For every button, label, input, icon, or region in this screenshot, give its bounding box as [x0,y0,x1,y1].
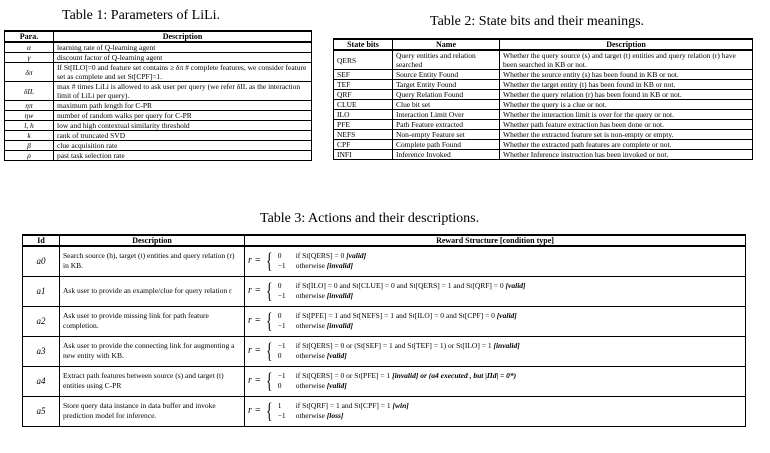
table1-header-desc: Description [54,31,312,42]
reward-cell [245,396,746,426]
param-desc: learning rate of Q-learning agent [54,42,312,53]
reward-value: 1 [277,401,282,410]
param-symbol: γ [5,53,54,63]
left-brace-icon: { [266,368,273,393]
state-bit: PFE [334,120,393,130]
table-row [23,396,746,426]
left-brace-icon: { [266,308,273,333]
left-brace-icon: { [266,248,273,274]
state-bit: CLUE [334,100,393,110]
condition-type: [valid] [496,311,517,320]
reward-value: −1 [277,261,286,271]
action-id: a2 [23,306,60,336]
table-row [5,53,312,63]
action-id: a0 [23,246,60,276]
param-desc: clue acquisition rate [54,141,312,151]
condition-type: [valid] [326,381,347,390]
state-name: Clue bit set [393,100,500,110]
table-row [334,140,753,150]
table3-header-reward: Reward Structure [condition type] [245,235,746,246]
param-symbol: β [5,141,54,151]
param-desc: max # times LiLi is allowed to ask user per query (we refer δIL as the interaction limit of LiLi per query). [54,82,312,101]
param-desc: low and high contextual similarity threshold [54,121,312,131]
table-row [5,141,312,151]
condition-type: [valid] [346,251,367,261]
param-symbol: l, h [5,121,54,131]
reward-condition: otherwise [295,351,325,360]
reward-label: r = [248,315,262,326]
table-row [334,120,753,130]
reward-value: 0 [277,311,282,320]
param-symbol: ηw [5,111,54,121]
param-desc: rank of truncated SVD [54,131,312,141]
table-row [334,50,753,70]
reward-cell [245,246,746,276]
table3 [22,234,746,427]
table3-header [23,235,746,246]
state-name: Interaction Limit Over [393,110,500,120]
reward-label: r = [248,345,262,356]
table-row [5,82,312,101]
reward-value: −1 [277,341,286,350]
state-desc: Whether the query is a clue or not. [500,100,753,110]
state-bit: CPF [334,140,393,150]
condition-type: [valid] [326,351,347,360]
action-desc: Search source (h), target (t) entities and query relation (r) in KB. [60,246,245,276]
table-row [23,366,746,396]
table1-caption: Table 1: Parameters of LiLi. [62,8,221,23]
reward-value: 0 [277,381,282,390]
state-bit: QRF [334,90,393,100]
condition-type: [loss] [326,411,344,420]
param-symbol: α [5,42,54,53]
state-desc: Whether the extracted feature set is non-empty or empty. [500,130,753,140]
reward-cell [245,336,746,366]
condition-type: [invalid] [493,341,520,350]
reward-label: r = [248,285,262,296]
table-row [5,111,312,121]
table3-header-desc: Description [60,235,245,246]
table2-header-desc: Description [500,39,753,50]
action-id: a5 [23,396,60,426]
condition-type: [win] [392,401,409,410]
reward-condition: otherwise [295,261,325,271]
state-desc: Whether Inference instruction has been invoked or not. [500,150,753,160]
table3-caption: Table 3: Actions and their descriptions. [260,211,480,226]
table1-header-param: Para. [5,31,54,42]
action-desc: Ask user to provide the connecting link for augmenting a new entity with KB. [60,336,245,366]
reward-label: r = [248,375,262,386]
state-name: Target Entity Found [393,80,500,90]
action-desc: Extract path features between source (s) and target (t) entities using C-PR [60,366,245,396]
condition-type: [invalid] [326,291,353,300]
table2 [333,38,753,160]
table-row [334,100,753,110]
action-id: a1 [23,276,60,306]
state-name: Query entities and relation searched [393,50,500,70]
action-desc: Ask user to provide missing link for path feature completion. [60,306,245,336]
table-row [334,90,753,100]
condition-type: [invalid] [326,261,353,271]
state-name: Complete path Found [393,140,500,150]
table2-caption: Table 2: State bits and their meanings. [430,14,645,29]
state-bit: NEFS [334,130,393,140]
reward-value: −1 [277,291,286,300]
action-desc: Ask user to provide an example/clue for query relation r [60,276,245,306]
reward-condition: if St[QERS] = 0 or (St[SEF] = 1 and St[TEF] = 1) or St[ILO] = 1 [295,341,492,350]
state-bit: TEF [334,80,393,90]
state-name: Source Entity Found [393,70,500,80]
left-brace-icon: { [266,338,273,363]
table-row [5,151,312,161]
param-symbol: k [5,131,54,141]
table3-header-id: Id [23,235,60,246]
reward-value: −1 [277,411,286,420]
condition-type: [valid] [505,281,526,290]
reward-condition: if St[ILO] = 0 and St[CLUE] = 0 and St[QERS] = 1 and St[QRF] = 0 [295,281,504,290]
reward-value: −1 [277,371,286,380]
action-desc: Store query data instance in data buffer and invoke prediction model for inference. [60,396,245,426]
reward-value: 0 [277,351,282,360]
param-symbol: ρ [5,151,54,161]
param-desc: maximum path length for C-PR [54,101,312,111]
condition-type: [invalid] [326,321,353,330]
param-desc: If St[ILO]=0 and feature set contains ≥ δπ # complete features, we consider feature set as complete and set St[CPF]=1. [54,63,312,82]
state-desc: Whether the interaction limit is over for the query or not. [500,110,753,120]
state-desc: Whether the extracted path features are complete or not. [500,140,753,150]
reward-value: 0 [277,281,282,290]
state-desc: Whether the target entity (t) has been found in KB or not. [500,80,753,90]
reward-condition: if St[QERS] = 0 or St[PFE] = 1 [295,371,391,380]
param-desc: number of random walks per query for C-PR [54,111,312,121]
table-row [23,336,746,366]
reward-value: 0 [277,251,282,261]
reward-condition: otherwise [295,381,325,390]
state-bit: QERS [334,50,393,70]
param-symbol: ηπ [5,101,54,111]
param-desc: discount factor of Q-learning agent [54,53,312,63]
left-brace-icon: { [266,398,273,423]
state-name: Inference Invoked [393,150,500,160]
table-row [334,150,753,160]
table-row [334,130,753,140]
table-row [23,276,746,306]
table1-header [5,31,312,42]
condition-type: [invalid] or (a4 executed , but |Πd| = 0*) [392,371,517,380]
state-desc: Whether path feature extraction has been done or not. [500,120,753,130]
table-row [5,42,312,53]
reward-condition: otherwise [295,291,325,300]
table-row [5,121,312,131]
reward-condition: if St[PFE] = 1 and St[NEFS] = 1 and St[ILO] = 0 and St[CPF] = 0 [295,311,495,320]
reward-cell [245,276,746,306]
reward-label: r = [248,405,262,416]
reward-condition: otherwise [295,321,325,330]
param-symbol: δπ [5,63,54,82]
table-row [334,110,753,120]
param-symbol: δIL [5,82,54,101]
table-row [23,306,746,336]
reward-value: −1 [277,321,286,330]
table-row [23,246,746,276]
state-bit: INFI [334,150,393,160]
state-bit: ILO [334,110,393,120]
reward-cell [245,306,746,336]
reward-condition: otherwise [295,411,325,420]
state-name: Query Relation Found [393,90,500,100]
table-row [334,70,753,80]
table1 [4,30,312,161]
state-name: Path Feature extracted [393,120,500,130]
state-desc: Whether the query relation (r) has been found in KB or not. [500,90,753,100]
left-brace-icon: { [266,278,273,303]
reward-cell [245,366,746,396]
reward-label: r = [248,255,262,267]
state-name: Non-empty Feature set [393,130,500,140]
table-row [5,63,312,82]
table2-header-bits: State bits [334,39,393,50]
action-id: a3 [23,336,60,366]
state-desc: Whether the query source (s) and target (t) entities and query relation (r) have been searched in KB or not. [500,50,753,70]
state-bit: SEF [334,70,393,80]
table-row [334,80,753,90]
table-row [5,101,312,111]
table-row [5,131,312,141]
param-desc: past task selection rate [54,151,312,161]
state-desc: Whether the source entity (s) has been found in KB or not. [500,70,753,80]
table2-header [334,39,753,50]
reward-condition: if St[QERS] = 0 [295,251,345,261]
table2-header-name: Name [393,39,500,50]
reward-condition: if St[QRF] = 1 and St[CPF] = 1 [295,401,391,410]
action-id: a4 [23,366,60,396]
